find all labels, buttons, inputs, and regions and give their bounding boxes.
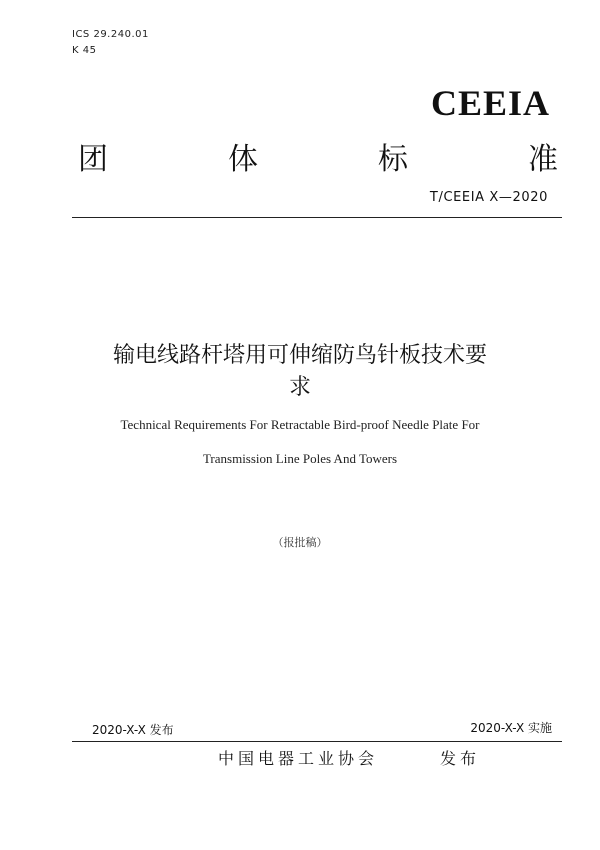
chinese-title: [60, 340, 540, 404]
footer-divider: [72, 741, 562, 742]
header-divider: [72, 217, 562, 218]
issue-date: 2020-X-X 发布: [92, 723, 174, 737]
standard-type-heading: [78, 134, 558, 178]
standard-type-char: 准: [528, 142, 558, 177]
standard-type-char: 标: [378, 142, 408, 177]
ccs-code: K 45: [72, 45, 97, 56]
draft-status: （报批稿）: [272, 536, 328, 549]
implementation-date: 2020-X-X 实施: [470, 721, 552, 735]
ceeia-logo: CEEIA: [430, 83, 550, 123]
standard-number: T/CEEIA X—2020: [429, 190, 548, 205]
chinese-title-line-1: 输电线路杆塔用可伸缩防鸟针板技术要: [112, 343, 487, 368]
standard-type-char: 体: [228, 142, 258, 177]
english-title-line-1: Technical Requirements For Retractable Bird-proof Needle Plate For: [120, 417, 480, 432]
english-title-line-2: Transmission Line Poles And Towers: [202, 451, 398, 466]
chinese-title-line-2: 求: [288, 375, 311, 400]
standard-type-char: 团: [78, 142, 108, 177]
publish-label: 发布: [440, 749, 481, 768]
ics-code: ICS 29.240.01: [72, 29, 149, 40]
publisher-name: 中国电器工业协会: [218, 749, 379, 768]
